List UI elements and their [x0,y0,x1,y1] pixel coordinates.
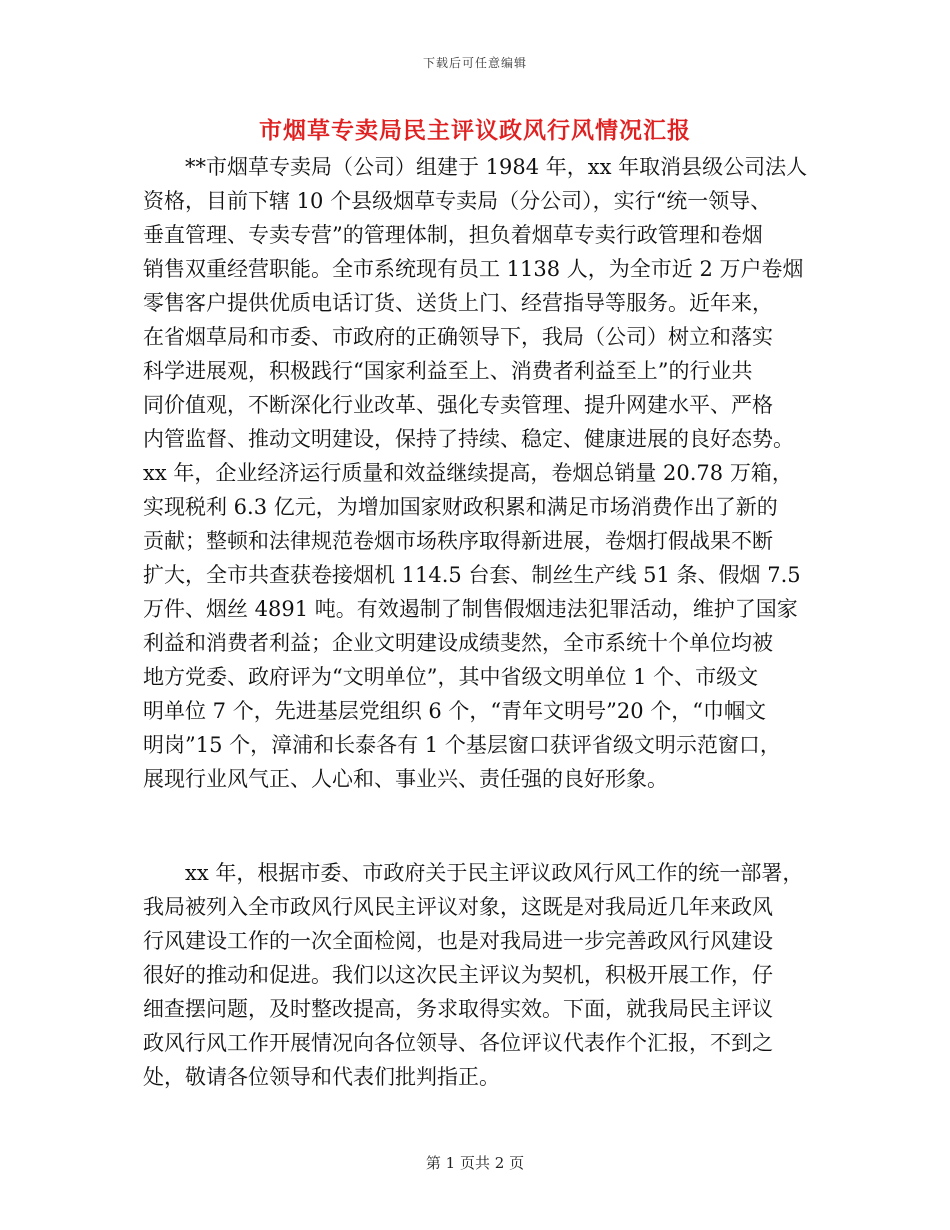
paragraph-line: xx 年，企业经济运行质量和效益继续提高，卷烟总销量 20.78 万箱， [143,461,793,485]
paragraph-line: 内管监督、推动文明建设，保持了持续、稳定、健康进展的良好态势。 [143,427,794,451]
header-note: 下载后可任意编辑 [422,56,527,70]
body-paragraph-1 [143,150,811,796]
paragraph-line: **市烟草专卖局（公司）组建于 1984 年，xx 年取消县级公司法人 [185,155,808,179]
paragraph-line: 实现税利 6.3 亿元，为增加国家财政积累和满足市场消费作出了新的 [143,495,778,519]
paragraph-line: 贡献；整顿和法律规范卷烟市场秩序取得新进展，卷烟打假战果不断 [143,529,773,553]
paragraph-line: 资格，目前下辖 10 个县级烟草专卖局（分公司），实行“统一领导、 [143,189,772,213]
paragraph-line: 同价值观，不断深化行业改革、强化专卖管理、提升网建水平、严格 [143,393,773,417]
paragraph-line: 万件、烟丝 4891 吨。有效遏制了制售假烟违法犯罪活动，维护了国家 [143,597,798,621]
document-title: 市烟草专卖局民主评议政风行风情况汇报 [259,117,691,144]
body-paragraph-2 [143,856,811,1094]
paragraph-line: 细查摆问题，及时整改提高，务求取得实效。下面，就我局民主评议 [143,997,773,1021]
paragraph-line: 我局被列入全市政风行风民主评议对象，这既是对我局近几年来政风 [143,895,773,919]
paragraph-line: 明岗”15 个，漳浦和长泰各有 1 个基层窗口获评省级文明示范窗口， [143,733,781,757]
paragraph-line: 明单位 7 个，先进基层党组织 6 个，“青年文明号”20 个，“巾帼文 [143,699,767,723]
paragraph-line: 垂直管理、专卖专营”的管理体制，担负着烟草专卖行政管理和卷烟 [143,223,763,247]
paragraph-line: 销售双重经营职能。全市系统现有员工 1138 人，为全市近 2 万户卷烟 [143,257,804,281]
paragraph-line: 展现行业风气正、人心和、事业兴、责任强的良好形象。 [143,767,668,791]
page-number-footer: 第 1 页共 2 页 [425,1154,525,1172]
paragraph-line: 处，敬请各位领导和代表们批判指正。 [143,1065,500,1089]
paragraph-line: 扩大，全市共查获卷接烟机 114.5 台套、制丝生产线 51 条、假烟 7.5 [143,563,801,587]
paragraph-line: 零售客户提供优质电话订货、送货上门、经营指导等服务。近年来， [143,291,773,315]
paragraph-line: 行风建设工作的一次全面检阅，也是对我局进一步完善政风行风建设 [143,929,773,953]
paragraph-line: 很好的推动和促进。我们以这次民主评议为契机，积极开展工作，仔 [143,963,773,987]
paragraph-line: 利益和消费者利益；企业文明建设成绩斐然，全市系统十个单位均被 [143,631,773,655]
paragraph-line: 地方党委、政府评为“文明单位”，其中省级文明单位 1 个、市级文 [143,665,759,689]
paragraph-line: 科学进展观，积极践行“国家利益至上、消费者利益至上”的行业共 [143,359,753,383]
paragraph-line: 政风行风工作开展情况向各位领导、各位评议代表作个汇报，不到之 [143,1031,773,1055]
paragraph-line: xx 年，根据市委、市政府关于民主评议政风行风工作的统一部署， [185,861,804,885]
paragraph-line: 在省烟草局和市委、市政府的正确领导下，我局（公司）树立和落实 [143,325,773,349]
